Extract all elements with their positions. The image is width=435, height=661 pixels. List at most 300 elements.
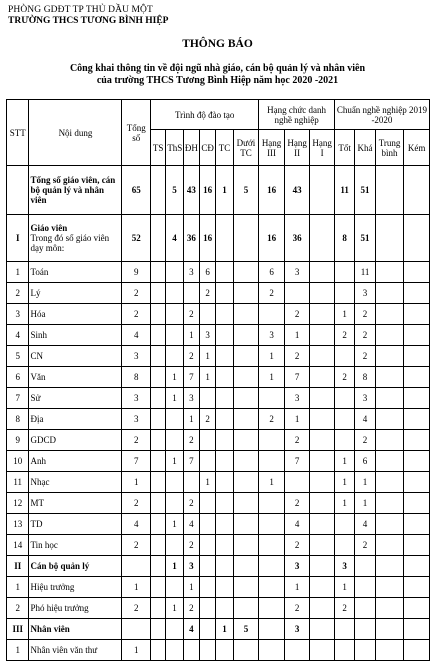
- cell-h2: 1: [284, 409, 310, 430]
- header-stt: STT: [7, 100, 29, 166]
- cell-stt: 7: [7, 388, 29, 409]
- cell-content: Anh: [29, 451, 122, 472]
- cell-content-title: Giáo viên: [30, 223, 68, 233]
- cell-tc: [216, 640, 233, 661]
- cell-content: Văn: [29, 367, 122, 388]
- cell-ts: [151, 304, 166, 325]
- cell-content: Địa: [29, 409, 122, 430]
- cell-tot: 3: [334, 556, 354, 577]
- cell-dh: 2: [183, 430, 199, 451]
- cell-cd: 3: [200, 325, 216, 346]
- cell-duoi: [233, 493, 259, 514]
- header-hang1: Hạng I: [310, 130, 335, 166]
- cell-dh: 1: [183, 409, 199, 430]
- cell-ts: [151, 493, 166, 514]
- cell-tb: [375, 598, 404, 619]
- cell-h1: [310, 640, 335, 661]
- cell-content: MT: [29, 493, 122, 514]
- cell-content: Tin học: [29, 535, 122, 556]
- cell-ths: 1: [166, 367, 183, 388]
- cell-h1: [310, 577, 335, 598]
- cell-duoi: [233, 577, 259, 598]
- cell-kem: [404, 619, 430, 640]
- cell-ths: [166, 409, 183, 430]
- cell-tc: [216, 598, 233, 619]
- cell-tot: 8: [334, 215, 354, 262]
- cell-total: 1: [122, 577, 151, 598]
- subtitle-line-1: Công khai thông tin về đội ngũ nhà giáo, cán bộ quản lý và nhân viên: [69, 63, 366, 74]
- cell-content: Cán bộ quản lý: [29, 556, 122, 577]
- cell-kha: 51: [355, 215, 375, 262]
- cell-tot: [334, 346, 354, 367]
- cell-ths: [166, 535, 183, 556]
- cell-tot: 11: [334, 166, 354, 215]
- cell-cd: [200, 304, 216, 325]
- cell-total: 2: [122, 430, 151, 451]
- cell-ths: 1: [166, 556, 183, 577]
- cell-tot: 1: [334, 451, 354, 472]
- cell-h2: 2: [284, 430, 310, 451]
- cell-cd: 2: [200, 409, 216, 430]
- cell-stt: 9: [7, 430, 29, 451]
- cell-stt: 8: [7, 409, 29, 430]
- cell-dh: 43: [183, 166, 199, 215]
- cell-tb: [375, 640, 404, 661]
- cell-ts: [151, 215, 166, 262]
- cell-content: Nhân viên: [29, 619, 122, 640]
- header-ts: TS: [151, 130, 166, 166]
- cell-kem: [404, 346, 430, 367]
- cell-ts: [151, 430, 166, 451]
- cell-duoi: 5: [233, 166, 259, 215]
- cell-kem: [404, 535, 430, 556]
- cell-h1: [310, 325, 335, 346]
- cell-duoi: 5: [233, 619, 259, 640]
- cell-h3: 2: [259, 283, 285, 304]
- cell-kha: 2: [355, 304, 375, 325]
- cell-h3: [259, 640, 285, 661]
- cell-ths: [166, 346, 183, 367]
- cell-cd: 6: [200, 262, 216, 283]
- cell-ts: [151, 325, 166, 346]
- cell-tb: [375, 409, 404, 430]
- cell-stt: [7, 166, 29, 215]
- cell-dh: 3: [183, 556, 199, 577]
- cell-tb: [375, 556, 404, 577]
- cell-ts: [151, 367, 166, 388]
- cell-duoi: [233, 262, 259, 283]
- cell-dh: 1: [183, 577, 199, 598]
- table-row: [7, 346, 430, 367]
- cell-h1: [310, 304, 335, 325]
- cell-tot: 2: [334, 325, 354, 346]
- cell-ths: [166, 619, 183, 640]
- cell-tc: [216, 493, 233, 514]
- cell-tot: [334, 619, 354, 640]
- cell-kha: 3: [355, 283, 375, 304]
- cell-h2: 3: [284, 556, 310, 577]
- table-row: [7, 598, 430, 619]
- cell-cd: 1: [200, 367, 216, 388]
- cell-cd: 16: [200, 215, 216, 262]
- cell-ths: [166, 262, 183, 283]
- cell-duoi: [233, 451, 259, 472]
- table-row: [7, 577, 430, 598]
- cell-kem: [404, 556, 430, 577]
- cell-h3: 6: [259, 262, 285, 283]
- cell-duoi: [233, 283, 259, 304]
- school-name: TRƯỜNG THCS TƯƠNG BÌNH HIỆP: [8, 16, 169, 26]
- cell-stt: 3: [7, 304, 29, 325]
- header-title-group: Hạng chức danh nghề nghiệp: [259, 100, 335, 130]
- cell-h2: 2: [284, 535, 310, 556]
- cell-h2: 2: [284, 346, 310, 367]
- header-standard-group: Chuẩn nghề nghiệp 2019 -2020: [334, 100, 429, 130]
- cell-cd: [200, 640, 216, 661]
- header-total: Tổng số: [122, 100, 151, 166]
- cell-ths: [166, 493, 183, 514]
- cell-content: Hóa: [29, 304, 122, 325]
- cell-h1: [310, 409, 335, 430]
- table-row: [7, 640, 430, 661]
- cell-h2: 3: [284, 388, 310, 409]
- cell-ths: 1: [166, 514, 183, 535]
- cell-kem: [404, 283, 430, 304]
- cell-h3: 3: [259, 325, 285, 346]
- cell-kem: [404, 472, 430, 493]
- cell-duoi: [233, 409, 259, 430]
- cell-kha: 11: [355, 262, 375, 283]
- cell-tot: 1: [334, 472, 354, 493]
- cell-stt: III: [7, 619, 29, 640]
- cell-dh: 36: [183, 215, 199, 262]
- cell-dh: [183, 640, 199, 661]
- cell-duoi: [233, 346, 259, 367]
- cell-kha: [355, 577, 375, 598]
- header-training-group: Trình độ đào tạo: [151, 100, 259, 130]
- header-cd: CĐ: [200, 130, 216, 166]
- cell-h1: [310, 430, 335, 451]
- cell-stt: 6: [7, 367, 29, 388]
- cell-kem: [404, 514, 430, 535]
- cell-cd: [200, 577, 216, 598]
- table-row: [7, 472, 430, 493]
- cell-cd: 16: [200, 166, 216, 215]
- table-row: [7, 451, 430, 472]
- cell-kha: [355, 640, 375, 661]
- cell-kha: 4: [355, 514, 375, 535]
- cell-total: 3: [122, 409, 151, 430]
- cell-dh: 4: [183, 514, 199, 535]
- cell-duoi: [233, 430, 259, 451]
- cell-tc: 1: [216, 619, 233, 640]
- header-content: Nội dung: [29, 100, 122, 166]
- cell-h3: 16: [259, 215, 285, 262]
- cell-kem: [404, 304, 430, 325]
- table-row: [7, 430, 430, 451]
- cell-stt: 12: [7, 493, 29, 514]
- cell-tb: [375, 215, 404, 262]
- cell-content: Tổng số giáo viên, cán bộ quản lý và nhân viên: [29, 166, 122, 215]
- cell-content-note: Trong đó số giáo viên dạy môn:: [30, 233, 110, 253]
- cell-kem: [404, 409, 430, 430]
- cell-total: 52: [122, 215, 151, 262]
- cell-ts: [151, 535, 166, 556]
- cell-content: TD: [29, 514, 122, 535]
- cell-h2: 2: [284, 304, 310, 325]
- cell-total: 2: [122, 598, 151, 619]
- cell-total: 8: [122, 367, 151, 388]
- cell-h1: [310, 472, 335, 493]
- header-kha: Khá: [355, 130, 375, 166]
- cell-ts: [151, 577, 166, 598]
- cell-kem: [404, 367, 430, 388]
- cell-ts: [151, 598, 166, 619]
- cell-dh: 3: [183, 388, 199, 409]
- cell-h1: [310, 346, 335, 367]
- cell-stt: 13: [7, 514, 29, 535]
- cell-ts: [151, 262, 166, 283]
- cell-total: 4: [122, 514, 151, 535]
- cell-duoi: [233, 556, 259, 577]
- cell-stt: 2: [7, 283, 29, 304]
- cell-kha: [355, 619, 375, 640]
- cell-stt: 1: [7, 262, 29, 283]
- cell-ts: [151, 556, 166, 577]
- header-dh: ĐH: [183, 130, 199, 166]
- cell-cd: [200, 556, 216, 577]
- cell-tot: [334, 535, 354, 556]
- cell-tb: [375, 304, 404, 325]
- cell-kem: [404, 451, 430, 472]
- cell-h3: 16: [259, 166, 285, 215]
- cell-cd: [200, 388, 216, 409]
- cell-content: Sinh: [29, 325, 122, 346]
- cell-tb: [375, 325, 404, 346]
- cell-tc: [216, 535, 233, 556]
- cell-ts: [151, 283, 166, 304]
- document-title: THÔNG BÁO: [182, 38, 253, 50]
- cell-h3: 2: [259, 409, 285, 430]
- cell-h2: 1: [284, 577, 310, 598]
- cell-ts: [151, 514, 166, 535]
- cell-content: Lý: [29, 283, 122, 304]
- cell-tot: 2: [334, 367, 354, 388]
- cell-cd: [200, 535, 216, 556]
- cell-ts: [151, 619, 166, 640]
- cell-dh: 2: [183, 535, 199, 556]
- cell-h2: 7: [284, 367, 310, 388]
- cell-content: Phó hiệu trưởng: [29, 598, 122, 619]
- cell-ths: [166, 472, 183, 493]
- cell-dh: [183, 472, 199, 493]
- cell-kem: [404, 215, 430, 262]
- cell-h3: [259, 535, 285, 556]
- cell-total: 2: [122, 535, 151, 556]
- table-row: [7, 304, 430, 325]
- cell-tc: [216, 367, 233, 388]
- cell-tc: [216, 409, 233, 430]
- cell-ts: [151, 640, 166, 661]
- cell-tc: [216, 346, 233, 367]
- cell-ths: 5: [166, 166, 183, 215]
- cell-cd: [200, 451, 216, 472]
- table-row: [7, 388, 430, 409]
- cell-ths: [166, 283, 183, 304]
- cell-ts: [151, 388, 166, 409]
- header-ths: ThS: [166, 130, 183, 166]
- cell-tb: [375, 514, 404, 535]
- cell-kem: [404, 640, 430, 661]
- cell-dh: [183, 283, 199, 304]
- cell-tb: [375, 577, 404, 598]
- cell-dh: 3: [183, 262, 199, 283]
- cell-content: CN: [29, 346, 122, 367]
- cell-tc: [216, 304, 233, 325]
- cell-tb: [375, 472, 404, 493]
- cell-kem: [404, 493, 430, 514]
- cell-cd: 1: [200, 472, 216, 493]
- cell-tot: 1: [334, 493, 354, 514]
- cell-h1: [310, 535, 335, 556]
- header-hang3: Hạng III: [259, 130, 285, 166]
- cell-ths: 1: [166, 598, 183, 619]
- cell-stt: I: [7, 215, 29, 262]
- table-row: [7, 535, 430, 556]
- cell-h2: [284, 640, 310, 661]
- cell-tb: [375, 535, 404, 556]
- cell-ths: [166, 640, 183, 661]
- table-row: [7, 514, 430, 535]
- cell-ths: 1: [166, 451, 183, 472]
- cell-tot: [334, 283, 354, 304]
- cell-h3: [259, 493, 285, 514]
- header-trung-binh: Trung bình: [375, 130, 404, 166]
- cell-h3: [259, 577, 285, 598]
- cell-total: 1: [122, 640, 151, 661]
- cell-h2: 2: [284, 493, 310, 514]
- cell-kha: 51: [355, 166, 375, 215]
- cell-kha: 2: [355, 346, 375, 367]
- cell-h3: [259, 556, 285, 577]
- cell-h1: [310, 367, 335, 388]
- cell-cd: [200, 493, 216, 514]
- cell-content: [29, 215, 122, 262]
- cell-total: 1: [122, 472, 151, 493]
- cell-h3: 1: [259, 346, 285, 367]
- cell-h2: 2: [284, 598, 310, 619]
- cell-tot: [334, 388, 354, 409]
- cell-kha: 3: [355, 388, 375, 409]
- cell-tc: [216, 556, 233, 577]
- table-row: [7, 619, 430, 640]
- cell-h2: 36: [284, 215, 310, 262]
- cell-h2: 1: [284, 325, 310, 346]
- table-row: [7, 325, 430, 346]
- cell-total: 4: [122, 325, 151, 346]
- cell-ths: [166, 325, 183, 346]
- cell-h2: 7: [284, 451, 310, 472]
- cell-tc: [216, 577, 233, 598]
- cell-h2: 43: [284, 166, 310, 215]
- cell-kem: [404, 598, 430, 619]
- table-row: [7, 493, 430, 514]
- cell-dh: 2: [183, 346, 199, 367]
- cell-content: Sử: [29, 388, 122, 409]
- cell-tc: [216, 451, 233, 472]
- cell-stt: 4: [7, 325, 29, 346]
- cell-stt: 11: [7, 472, 29, 493]
- cell-stt: 14: [7, 535, 29, 556]
- table-row: [7, 409, 430, 430]
- cell-tc: [216, 472, 233, 493]
- cell-total: 65: [122, 166, 151, 215]
- cell-tc: [216, 325, 233, 346]
- cell-tc: [216, 388, 233, 409]
- cell-duoi: [233, 472, 259, 493]
- table-row: [7, 283, 430, 304]
- cell-total: 7: [122, 451, 151, 472]
- cell-stt: 10: [7, 451, 29, 472]
- cell-ths: 4: [166, 215, 183, 262]
- cell-stt: 1: [7, 640, 29, 661]
- cell-h1: [310, 598, 335, 619]
- cell-total: [122, 556, 151, 577]
- cell-duoi: [233, 325, 259, 346]
- header-hang2: Hạng II: [284, 130, 310, 166]
- cell-kha: [355, 598, 375, 619]
- cell-content: Nhạc: [29, 472, 122, 493]
- cell-h1: [310, 388, 335, 409]
- cell-tot: [334, 262, 354, 283]
- cell-total: 9: [122, 262, 151, 283]
- table-row: [7, 166, 430, 215]
- cell-h1: [310, 556, 335, 577]
- cell-tot: [334, 514, 354, 535]
- cell-cd: [200, 430, 216, 451]
- cell-h2: [284, 283, 310, 304]
- cell-h1: [310, 493, 335, 514]
- cell-ths: 1: [166, 388, 183, 409]
- cell-h1: [310, 451, 335, 472]
- cell-h1: [310, 166, 335, 215]
- cell-stt: II: [7, 556, 29, 577]
- cell-total: [122, 619, 151, 640]
- subtitle-line-2: của trường THCS Tương Bình Hiệp năm học 2020 -2021: [96, 75, 339, 86]
- cell-duoi: [233, 535, 259, 556]
- cell-kem: [404, 166, 430, 215]
- cell-h3: [259, 430, 285, 451]
- cell-cd: 2: [200, 283, 216, 304]
- cell-content: GDCD: [29, 430, 122, 451]
- cell-tb: [375, 451, 404, 472]
- cell-ts: [151, 409, 166, 430]
- cell-tc: [216, 514, 233, 535]
- cell-ths: [166, 430, 183, 451]
- header-kem: Kém: [404, 130, 430, 166]
- cell-cd: [200, 514, 216, 535]
- header-tc: TC: [216, 130, 233, 166]
- cell-content: Nhân viên văn thư: [29, 640, 122, 661]
- cell-h3: [259, 304, 285, 325]
- cell-tot: 2: [334, 598, 354, 619]
- table-row: [7, 215, 430, 262]
- cell-stt: 2: [7, 598, 29, 619]
- table-row: [7, 556, 430, 577]
- cell-tc: 1: [216, 166, 233, 215]
- cell-h2: 3: [284, 262, 310, 283]
- cell-cd: [200, 619, 216, 640]
